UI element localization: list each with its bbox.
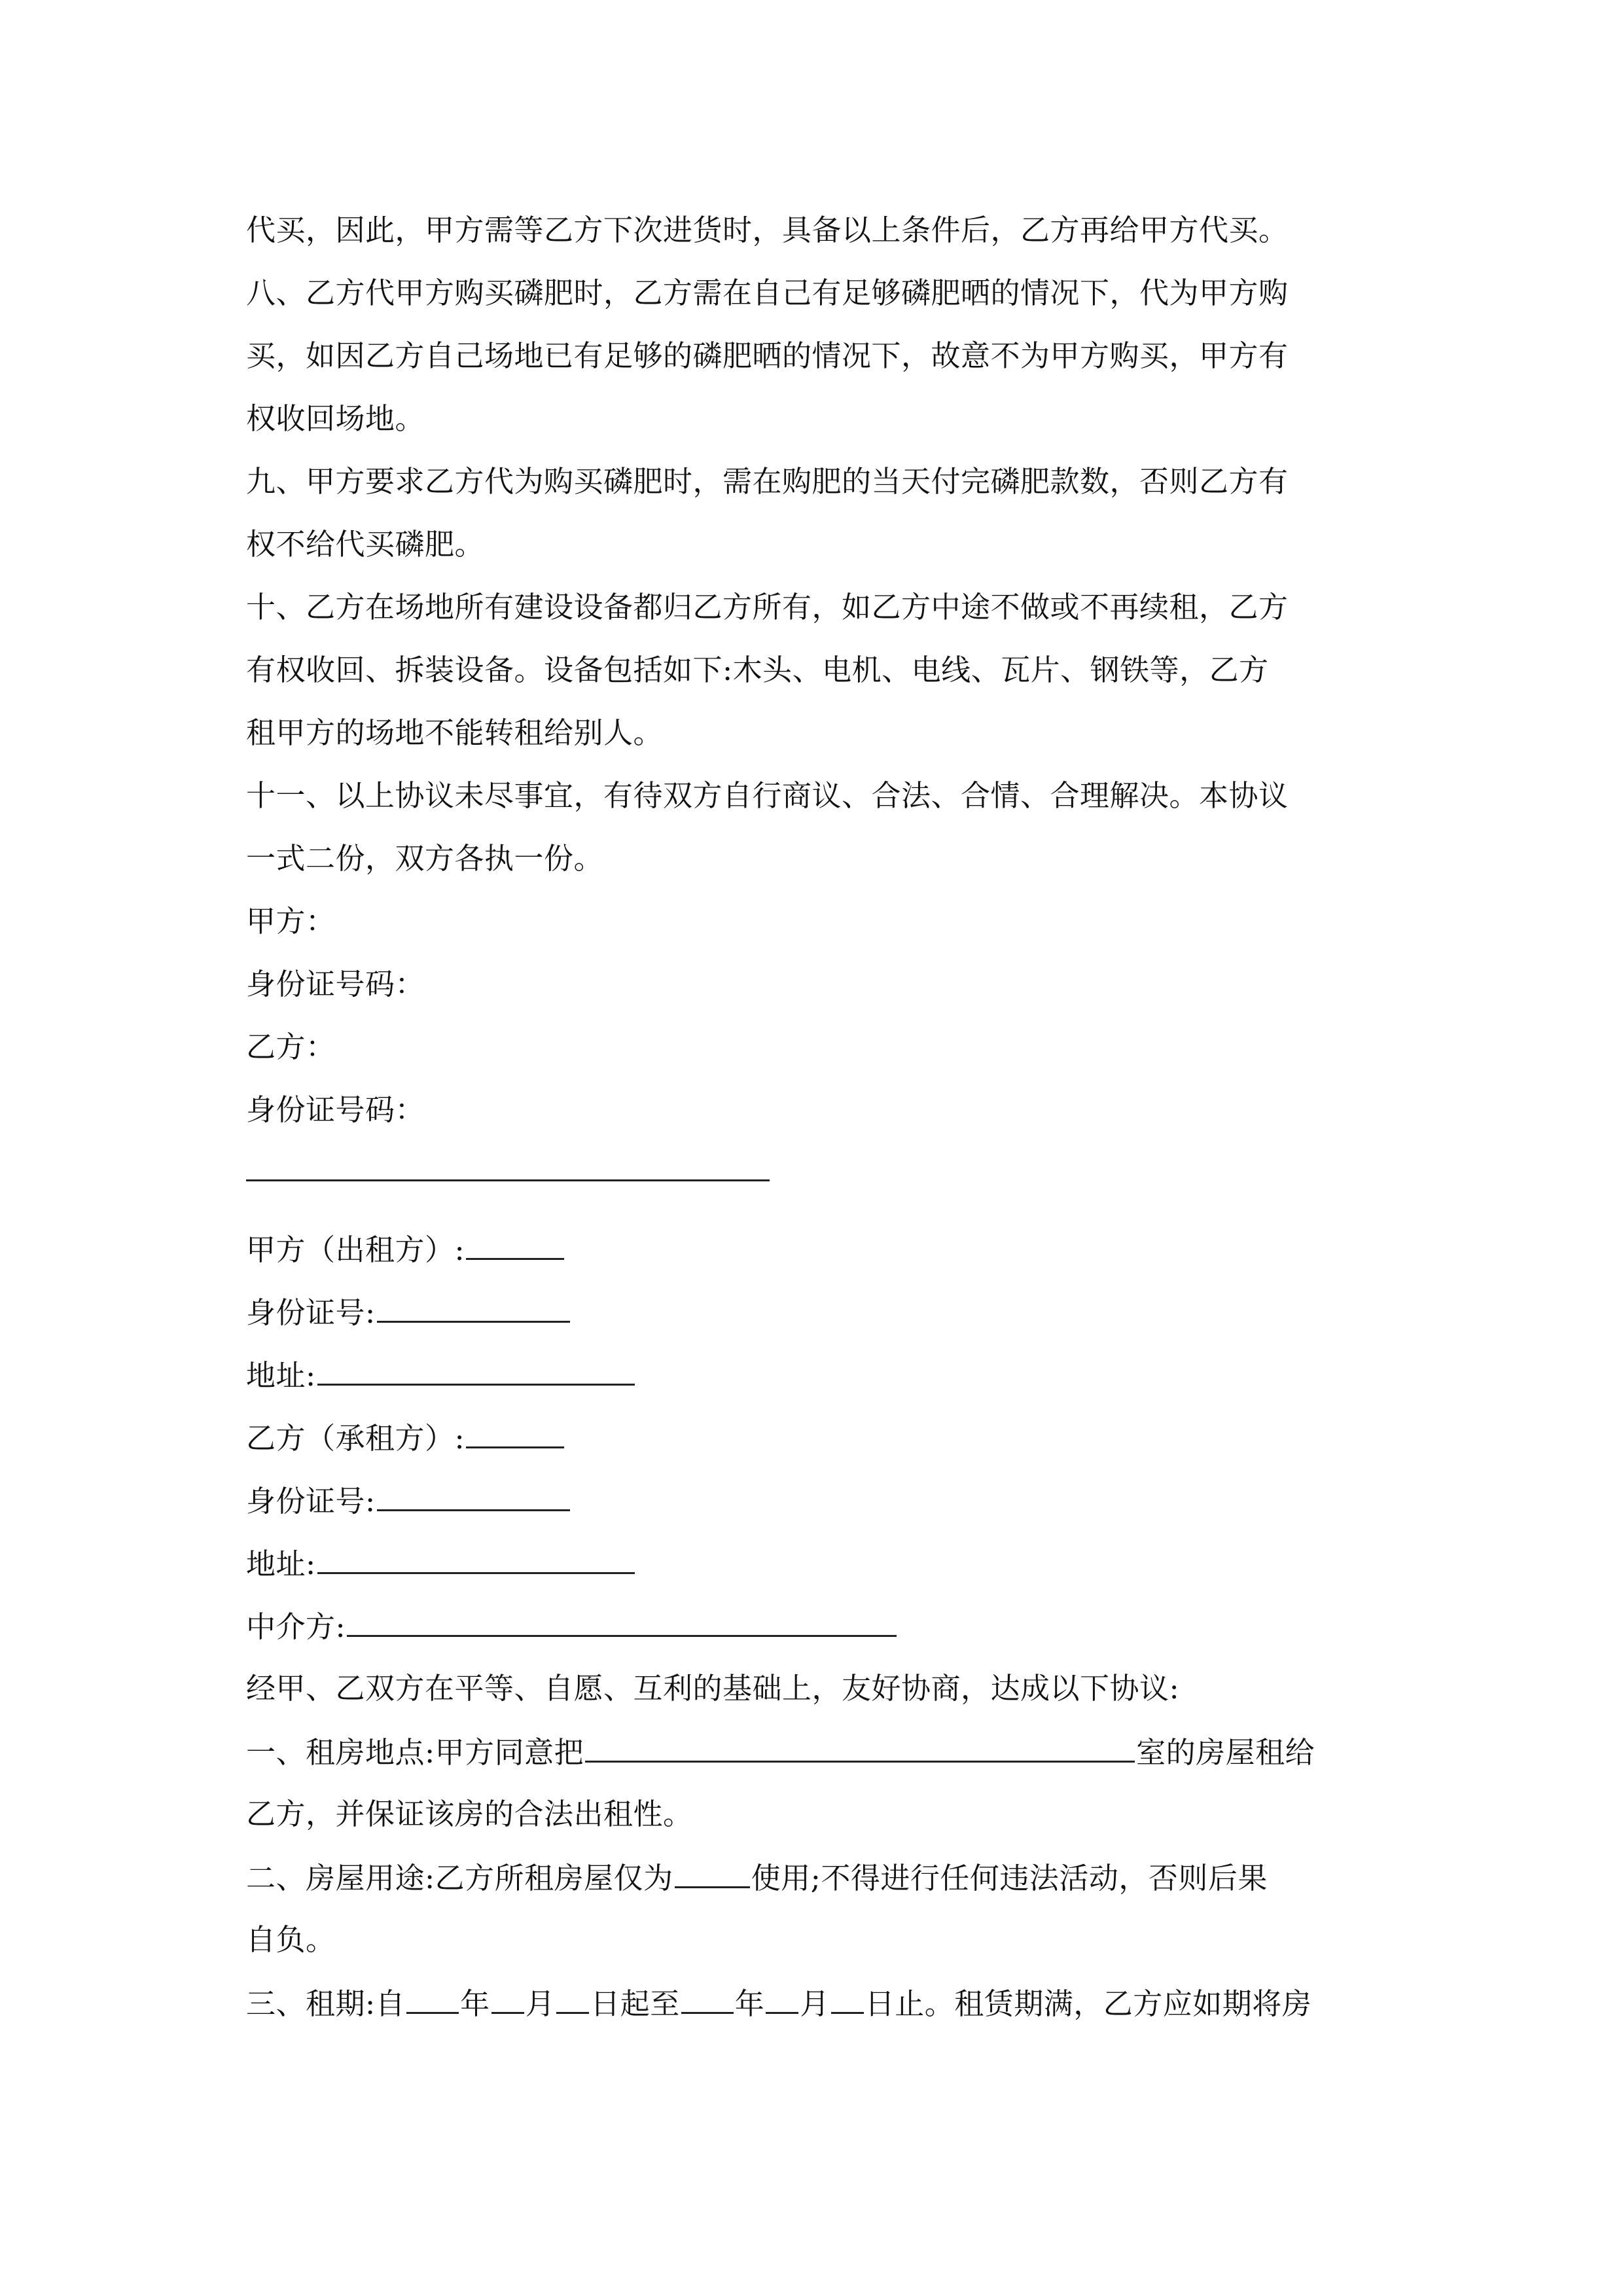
lessee-id-field [246, 1480, 571, 1521]
lessee-blank[interactable] [466, 1418, 564, 1448]
text-line: 一式二份，双方各执一份。 [246, 841, 604, 876]
lessee-address-blank[interactable] [317, 1543, 635, 1574]
room-blank[interactable] [585, 1732, 1135, 1763]
lessor-id-blank[interactable] [377, 1292, 570, 1323]
lessor-id-field [246, 1292, 571, 1333]
party-a-label: 甲方： [246, 904, 336, 939]
lessor-address-blank[interactable] [317, 1355, 635, 1386]
text-line: 九、甲方要求乙方代为购买磷肥时，需在购肥的当天付完磷肥款数，否则乙方有 [246, 464, 1289, 499]
clause-1 [246, 1732, 1315, 1772]
end-day-blank[interactable] [831, 1983, 864, 2014]
lessee-field [246, 1418, 565, 1458]
lessor-label: 甲方（出租方）: [246, 1232, 465, 1267]
clause-2-cont: 自负。 [246, 1922, 336, 1957]
day-to-label: 日止。租赁期满，乙方应如期将房 [865, 1986, 1312, 2021]
text-line: 权收回场地。 [246, 401, 425, 436]
agent-label: 中介方: [246, 1609, 346, 1644]
clause-2 [246, 1857, 1268, 1898]
lessee-address-field [246, 1543, 636, 1584]
text-line: 八、乙方代甲方购买磷肥时，乙方需在自己有足够磷肥晒的情况下，代为甲方购 [246, 276, 1289, 310]
lessor-address-field [246, 1355, 636, 1395]
party-b-label: 乙方： [246, 1030, 336, 1064]
start-day-blank[interactable] [556, 1983, 589, 2014]
party-a-id-label: 身份证号码： [246, 967, 425, 1001]
text-line: 权不给代买磷肥。 [246, 527, 485, 562]
lessee-address-label: 地址: [246, 1547, 316, 1581]
lessor-blank[interactable] [466, 1229, 564, 1260]
clause-1-text-end: 室的房屋租给 [1136, 1735, 1315, 1770]
start-month-blank[interactable] [491, 1983, 524, 2014]
text-line: 十、乙方在场地所有建设设备都归乙方所有，如乙方中途不做或不再续租，乙方 [246, 590, 1289, 624]
year-label: 年 [460, 1986, 490, 2021]
month-label: 月 [525, 1986, 556, 2021]
lessee-id-label: 身份证号: [246, 1484, 376, 1518]
clause-3-text: 三、租期:自 [246, 1986, 406, 2021]
clause-1-text: 一、租房地点:甲方同意把 [246, 1735, 584, 1770]
end-year-blank[interactable] [681, 1983, 734, 2014]
section-divider [246, 1179, 770, 1181]
clause-2-text-end: 使用;不得进行任何违法活动，否则后果 [751, 1861, 1268, 1895]
year-label: 年 [734, 1986, 765, 2021]
day-from-label: 日起至 [590, 1986, 680, 2021]
party-b-id-label: 身份证号码： [246, 1092, 425, 1127]
lessee-label: 乙方（承租方）: [246, 1421, 465, 1456]
month-label: 月 [800, 1986, 830, 2021]
agreement-intro: 经甲、乙双方在平等、自愿、互利的基础上，友好协商，达成以下协议: [246, 1671, 1180, 1706]
clause-1-cont: 乙方，并保证该房的合法出租性。 [246, 1797, 693, 1831]
start-year-blank[interactable] [406, 1983, 459, 2014]
text-line: 租甲方的场地不能转租给别人。 [246, 715, 664, 750]
lessee-id-blank[interactable] [377, 1480, 570, 1511]
text-line: 代买，因此，甲方需等乙方下次进货时，具备以上条件后，乙方再给甲方代买。 [246, 213, 1289, 247]
text-line: 十一、以上协议未尽事宜，有待双方自行商议、合法、合情、合理解决。本协议 [246, 778, 1289, 813]
text-line: 有权收回、拆装设备。设备包括如下:木头、电机、电线、瓦片、钢铁等，乙方 [246, 653, 1269, 687]
agent-blank[interactable] [347, 1606, 897, 1637]
text-line: 买，如因乙方自己场地已有足够的磷肥晒的情况下，故意不为甲方购买，甲方有 [246, 338, 1289, 373]
end-month-blank[interactable] [766, 1983, 798, 2014]
clause-3 [246, 1983, 1311, 2024]
lessor-field [246, 1229, 565, 1270]
agent-field [246, 1606, 898, 1647]
lessor-address-label: 地址: [246, 1358, 316, 1393]
usage-blank[interactable] [675, 1857, 750, 1888]
lessor-id-label: 身份证号: [246, 1295, 376, 1330]
clause-2-text: 二、房屋用途:乙方所租房屋仅为 [246, 1861, 673, 1895]
